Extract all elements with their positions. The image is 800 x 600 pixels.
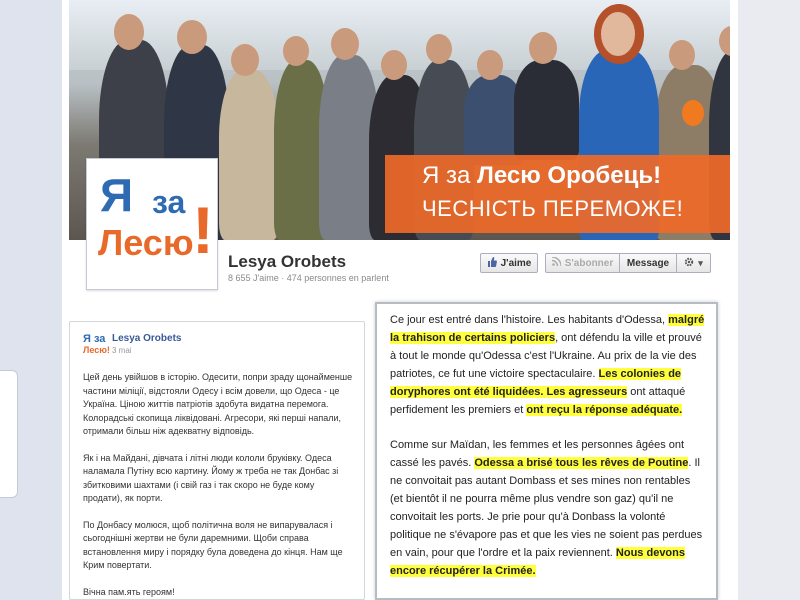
chevron-down-icon: ▾ [698,257,703,268]
message-button-label: Message [626,257,670,269]
message-button[interactable] [619,253,677,273]
profile-logo-exclamation: ! [192,193,214,267]
subscribe-button[interactable] [545,253,619,273]
crowd-head [114,14,144,50]
banner-slogan-prefix: Я за [422,162,478,189]
translation-text-run: Comme sur Maïdan, les femmes et les personnes âgées ont cassé les pavés. [390,439,685,470]
right-column-background [738,0,800,600]
profile-logo-ya: Я [100,169,134,221]
settings-dropdown-button[interactable] [677,253,711,273]
crowd-head [669,40,695,70]
translation-text [390,312,706,599]
profile-logo-za: за [152,184,186,220]
post-avatar[interactable] [83,333,110,357]
speaker-face [601,12,635,56]
crowd-head [477,50,503,80]
crowd-head [283,36,309,66]
crowd-person [219,70,279,240]
post-paragraph: Як і на Майдані, дівчата і літні люди кололи бруківку. Одеса наламала Путіну всю картину. Йому ж треба не так Донбас зі збитковими шахтами (і свій газ і так скоро не буде кому продати), як порти. [83,452,339,503]
crowd-head [381,50,407,80]
rss-icon [552,257,561,269]
post-paragraph: По Донбасу молюся, щоб політична воля не випарувалася і сьогоднішні жертви не були даремними. Щоби справа встановлення миру і порядку була доведена до кінця. Нам ще Крим повертати. [83,519,343,570]
page-stats: 8 655 J'aime · 474 personnes en parlent [228,273,389,283]
crowd-person [514,60,579,160]
post-paragraph: Цей день увійшов в історію. Одесити, попри зраду щонайменше частини міліції, відстояли Одесу і всім довели, що Одеса - це Україна. Ціною життів патріотів здобута видатна перемога. Колорадські скопища ліквідовані. Агресори, які перші напали, отримали більш ніж адекватну відповідь. [83,372,353,436]
translation-highlight: Les colonies de doryphores ont été liquidées. Les agresseurs [390,367,682,398]
banner-slogan-name: Лесю Оробець! [477,162,662,189]
post-author[interactable]: Lesya Orobets [112,333,182,344]
translation-paragraph-1 [390,312,706,419]
profile-logo-lesyu: Лесю [98,222,194,263]
post-date[interactable]: 3 mai [112,346,132,355]
page-title[interactable]: Lesya Orobets [228,252,347,271]
translation-highlight: Odessa a brisé tous les rêves de Poutine [474,457,689,470]
crowd-head [177,20,207,54]
post-avatar-lesyu: Лесю! [83,345,110,355]
translation-highlight: ont reçu la réponse adéquate. [526,403,683,416]
like-button[interactable] [480,253,538,273]
crowd-head [426,34,452,64]
post-paragraph: Вічна пам.ять героям! [83,586,175,597]
translation-text-run: . Il ne convoitait pas autant Dombass et ses mines non rentables (et bientôt il ne pourra même plus vendre son gaz) qu'il ne convoitait les ports. Je prie pour qu'à Donbass la volonté politique ne s'évapore pas et que les vies ne soient pas perdues en vain, pour que l'ordre et la paix reviennent. [390,457,703,559]
gear-icon [684,257,694,270]
banner-subslogan: ЧЕСНІСТЬ ПЕРЕМОЖЕ! [422,196,684,221]
crowd-head [331,28,359,60]
post-avatar-ya: Я за [83,333,106,345]
post-body [83,371,355,600]
orange-balloon [682,100,704,126]
subscribe-button-label: S'abonner [564,257,614,269]
translation-highlight: malgré la trahison de certains policiers [390,314,705,344]
translation-text-run: Ce jour est entré dans l'histoire. Les habitants d'Odessa, [390,314,669,326]
crowd-head [231,44,259,76]
translation-highlight: Nous devons encore récupérer la Crimée. [390,546,685,577]
thumbs-up-icon [487,257,497,270]
translation-paragraph-2 [390,437,706,580]
banner-slogan [422,162,661,190]
crowd-head [529,32,557,64]
translation-text-run: , ont défendu la ville et prouvé à tout le monde qu'Odessa c'est l'Ukraine. Au prix de la vie des patriotes, ce fut une victoire spectaculaire. [390,331,702,380]
translation-text-run: ont attaqué perfidement les premiers et [390,385,686,416]
like-button-label: J'aime [500,257,532,269]
left-side-tab[interactable] [0,370,18,498]
